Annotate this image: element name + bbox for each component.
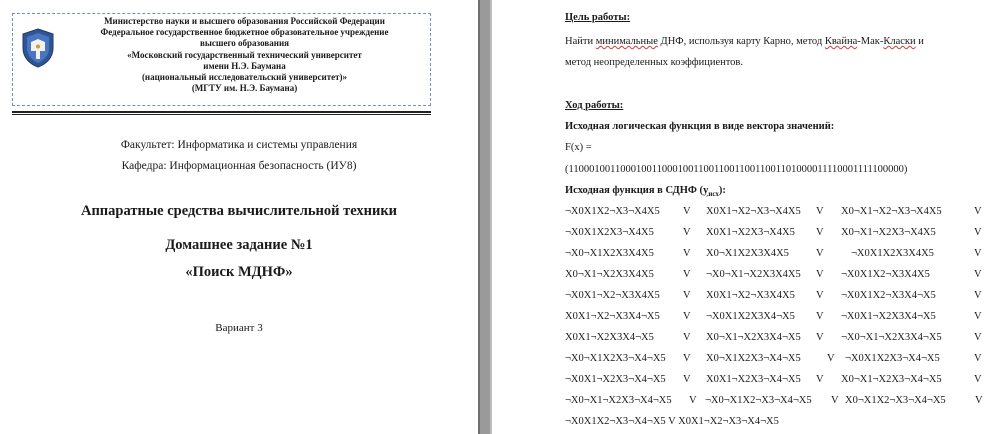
sdnf-row: [565, 374, 985, 390]
sdnf-last-row: ¬X0X1X2¬X3¬X4¬X5 V X0X1¬X2¬X3¬X4¬X5: [565, 416, 779, 427]
or-operator: V: [974, 353, 982, 364]
term: ¬X0X1X2X3¬X4X5: [565, 227, 654, 238]
term: ¬X0X1X2X3X4X5: [851, 248, 934, 259]
term: ¬X0¬X1X2X3¬X4¬X5: [565, 353, 666, 364]
goal-text-line1: [565, 36, 924, 47]
or-operator: V: [816, 269, 824, 280]
term: ¬X0X1X2¬X3X4¬X5: [841, 290, 936, 301]
or-operator: V: [816, 206, 824, 217]
or-operator: V: [683, 248, 691, 259]
ministry-header-text: [61, 16, 428, 94]
or-operator: V: [683, 332, 691, 343]
or-operator: V: [974, 227, 982, 238]
text-run: Исходная функция в СДНФ (: [565, 185, 704, 196]
or-operator: V: [831, 395, 839, 406]
subscript: исх: [708, 190, 719, 199]
or-operator: V: [683, 227, 691, 238]
term: ¬X0X1¬X2¬X3X4X5: [565, 290, 660, 301]
progress-heading: Ход работы:: [565, 100, 624, 111]
or-operator: V: [974, 248, 982, 259]
term: ¬X0¬X1¬X2X3X4X5: [706, 269, 801, 280]
term: X0¬X1X2X3X4X5: [706, 248, 789, 259]
term: X0¬X1¬X2¬X3¬X4X5: [841, 206, 942, 217]
or-operator: V: [816, 290, 824, 301]
homework-title: Домашнее задание №1: [165, 237, 313, 253]
or-operator: V: [974, 374, 982, 385]
or-operator: V: [683, 290, 691, 301]
header-line: «Московский государственный технический университет: [127, 49, 362, 60]
or-operator: V: [816, 374, 824, 385]
or-operator: V: [816, 248, 824, 259]
goal-heading: Цель работы:: [565, 12, 631, 23]
spellcheck-word: Квайна: [824, 36, 858, 47]
or-operator: V: [683, 269, 691, 280]
or-operator: V: [683, 311, 691, 322]
sdnf-row: [565, 248, 985, 264]
header-line: высшего образования: [199, 38, 290, 49]
faculty-text: Факультет: Информатика и системы управления: [120, 139, 358, 151]
or-operator: V: [827, 353, 835, 364]
or-operator: V: [974, 311, 982, 322]
term: X0¬X1X2¬X3¬X4¬X5: [845, 395, 946, 406]
term: ¬X0¬X1¬X2X3¬X4¬X5: [565, 395, 672, 406]
term: ¬X0¬X1¬X2X3X4¬X5: [841, 332, 942, 343]
term: ¬X0¬X1X2¬X3¬X4¬X5: [705, 395, 812, 406]
term: X0X1¬X2X3¬X4¬X5: [706, 374, 801, 385]
university-emblem-icon: [19, 28, 57, 68]
or-operator: V: [816, 311, 824, 322]
or-operator: V: [974, 269, 982, 280]
term: ¬X0X1X2¬X3X4X5: [841, 269, 930, 280]
sdnf-row: [565, 206, 985, 222]
source-function-heading: Исходная логическая функция в виде вектора значений:: [565, 121, 835, 132]
text-run: у: [703, 185, 709, 196]
sdnf-heading: [565, 185, 726, 198]
or-operator: V: [974, 206, 982, 217]
or-operator: V: [816, 227, 824, 238]
header-line: Федеральное государственное бюджетное образовательное учреждение: [100, 27, 389, 38]
term: X0¬X1¬X2X3¬X4¬X5: [841, 374, 942, 385]
sdnf-row: [565, 395, 985, 411]
department-text: Кафедра: Информационная безопасность (ИУ8): [121, 160, 357, 172]
text-run: ДНФ, используя карту Карно, метод: [657, 36, 825, 47]
term: X0X1¬X2X3¬X4X5: [706, 227, 795, 238]
term: X0X1¬X2¬X3X4¬X5: [565, 311, 660, 322]
term: X0¬X1¬X2X3X4X5: [565, 269, 654, 280]
gutter-shadow-left: [478, 0, 480, 434]
sdnf-row: [565, 290, 985, 306]
or-operator: V: [683, 353, 691, 364]
term: ¬X0X1¬X2X3¬X4¬X5: [565, 374, 666, 385]
or-operator: V: [689, 395, 697, 406]
term: X0X1¬X2X3X4¬X5: [565, 332, 654, 343]
text-run: ):: [718, 185, 726, 196]
topic-title: «Поиск МДНФ»: [185, 264, 293, 280]
or-operator: V: [816, 332, 824, 343]
text-run: и: [915, 36, 924, 47]
term: ¬X0X1¬X2X3X4¬X5: [841, 311, 936, 322]
header-line: (МГТУ им. Н.Э. Баумана): [191, 83, 298, 94]
term: X0¬X1X2X3¬X4¬X5: [706, 353, 801, 364]
term: X0X1¬X2¬X3X4X5: [706, 290, 795, 301]
subject-title: Аппаратные средства вычислительной техники: [80, 203, 398, 219]
sdnf-row: [565, 269, 985, 285]
or-operator: V: [974, 332, 982, 343]
sdnf-row: [565, 227, 985, 243]
term: ¬X0X1X2X3X4¬X5: [706, 311, 795, 322]
spellcheck-word: минимальные: [595, 36, 658, 47]
title-header-frame: [12, 13, 431, 106]
term: X0X1¬X2¬X3¬X4X5: [706, 206, 801, 217]
document-page-right[interactable]: [492, 0, 1000, 434]
or-operator: V: [683, 206, 691, 217]
header-divider-thin: [12, 114, 431, 115]
or-operator: V: [975, 395, 983, 406]
header-line: имени Н.Э. Баумана: [203, 60, 286, 71]
spellcheck-word: Класки: [883, 36, 916, 47]
page-gutter: [478, 0, 492, 434]
document-page-left[interactable]: [0, 0, 478, 434]
term: X0¬X1¬X2X3¬X4X5: [841, 227, 936, 238]
fx-label: F(x) =: [565, 142, 592, 153]
header-divider: [12, 111, 431, 113]
vector-values: (11000100110001001100010011001100110011001101000011110001111100000): [565, 164, 908, 175]
term: ¬X0¬X1X2X3X4X5: [565, 248, 654, 259]
text-run: -Мак-: [857, 36, 884, 47]
sdnf-row: [565, 353, 985, 369]
sdnf-row: [565, 332, 985, 348]
term: X0¬X1¬X2X3X4¬X5: [706, 332, 801, 343]
header-line: Министерство науки и высшего образования Российской Федерации: [104, 16, 385, 26]
term: ¬X0X1X2¬X3¬X4X5: [565, 206, 660, 217]
sdnf-row: [565, 311, 985, 327]
or-operator: V: [683, 374, 691, 385]
text-run: Найти: [565, 36, 596, 47]
term: ¬X0X1X2X3¬X4¬X5: [845, 353, 940, 364]
spellcheck-word: [703, 185, 719, 199]
or-operator: V: [974, 290, 982, 301]
header-line: (национальный исследовательский университет)»: [141, 72, 348, 83]
goal-text-line2: метод неопределенных коэффициентов.: [565, 57, 744, 68]
variant-text: Вариант 3: [215, 322, 263, 334]
